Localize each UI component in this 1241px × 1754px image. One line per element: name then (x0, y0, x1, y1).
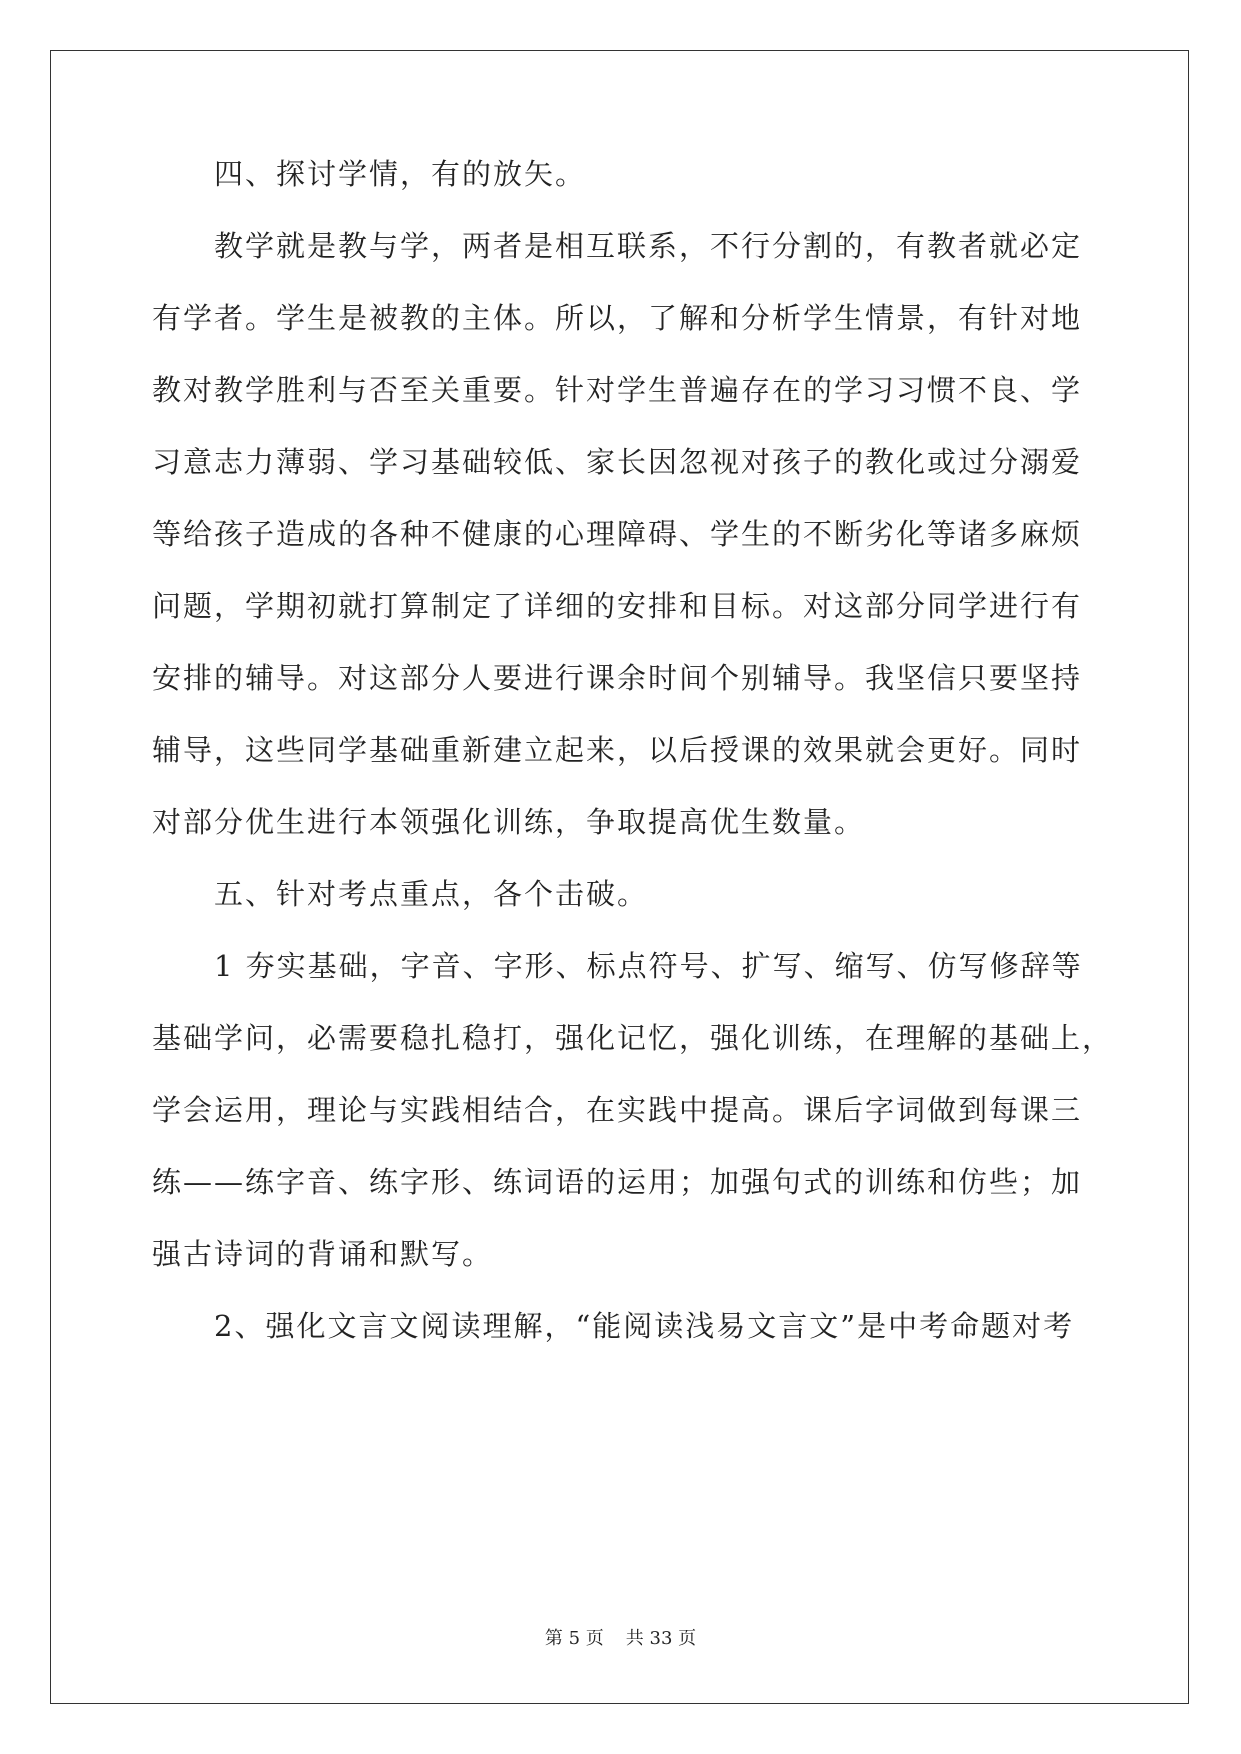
paragraph-line: 有学者。学生是被教的主体。所以，了解和分析学生情景，有针对地 (152, 301, 1083, 335)
paragraph-line: 问题，学期初就打算制定了详细的安排和目标。对这部分同学进行有 (152, 589, 1083, 623)
paragraph-line: 对部分优生进行本领强化训练，争取提高优生数量。 (152, 805, 866, 839)
paragraph-line: 习意志力薄弱、学习基础较低、家长因忽视对孩子的教化或过分溺爱 (152, 445, 1083, 479)
page-number: 第 5 页 (544, 1628, 604, 1649)
paragraph-line: 教对教学胜利与否至关重要。针对学生普遍存在的学习习惯不良、学 (152, 373, 1083, 407)
paragraph-line: 2、强化文言文阅读理解，“能阅读浅易文言文”是中考命题对考 (214, 1309, 1075, 1343)
section-heading-4: 四、探讨学情，有的放矢。 (214, 157, 587, 191)
paragraph-line: 练——练字音、练字形、练词语的运用；加强句式的训练和仿些；加 (152, 1165, 1083, 1199)
paragraph-line: 等给孩子造成的各种不健康的心理障碍、学生的不断劣化等诸多麻烦 (152, 517, 1083, 551)
page-total: 共 33 页 (625, 1628, 697, 1649)
paragraph-line: 1 夯实基础，字音、字形、标点符号、扩写、缩写、仿写修辞等 (214, 949, 1083, 983)
paragraph-line: 辅导，这些同学基础重新建立起来，以后授课的效果就会更好。同时 (152, 733, 1083, 767)
paragraph-line: 基础学问，必需要稳扎稳打，强化记忆，强化训练，在理解的基础上， (152, 1021, 1114, 1055)
paragraph-line: 安排的辅导。对这部分人要进行课余时间个别辅导。我坚信只要坚持 (152, 661, 1083, 695)
paragraph-line: 学会运用，理论与实践相结合，在实践中提高。课后字词做到每课三 (152, 1093, 1083, 1127)
paragraph-line: 教学就是教与学，两者是相互联系，不行分割的，有教者就必定 (214, 229, 1083, 263)
page-footer (0, 1628, 1241, 1650)
paragraph-line: 强古诗词的背诵和默写。 (152, 1237, 494, 1271)
section-heading-5: 五、针对考点重点，各个击破。 (214, 877, 649, 911)
